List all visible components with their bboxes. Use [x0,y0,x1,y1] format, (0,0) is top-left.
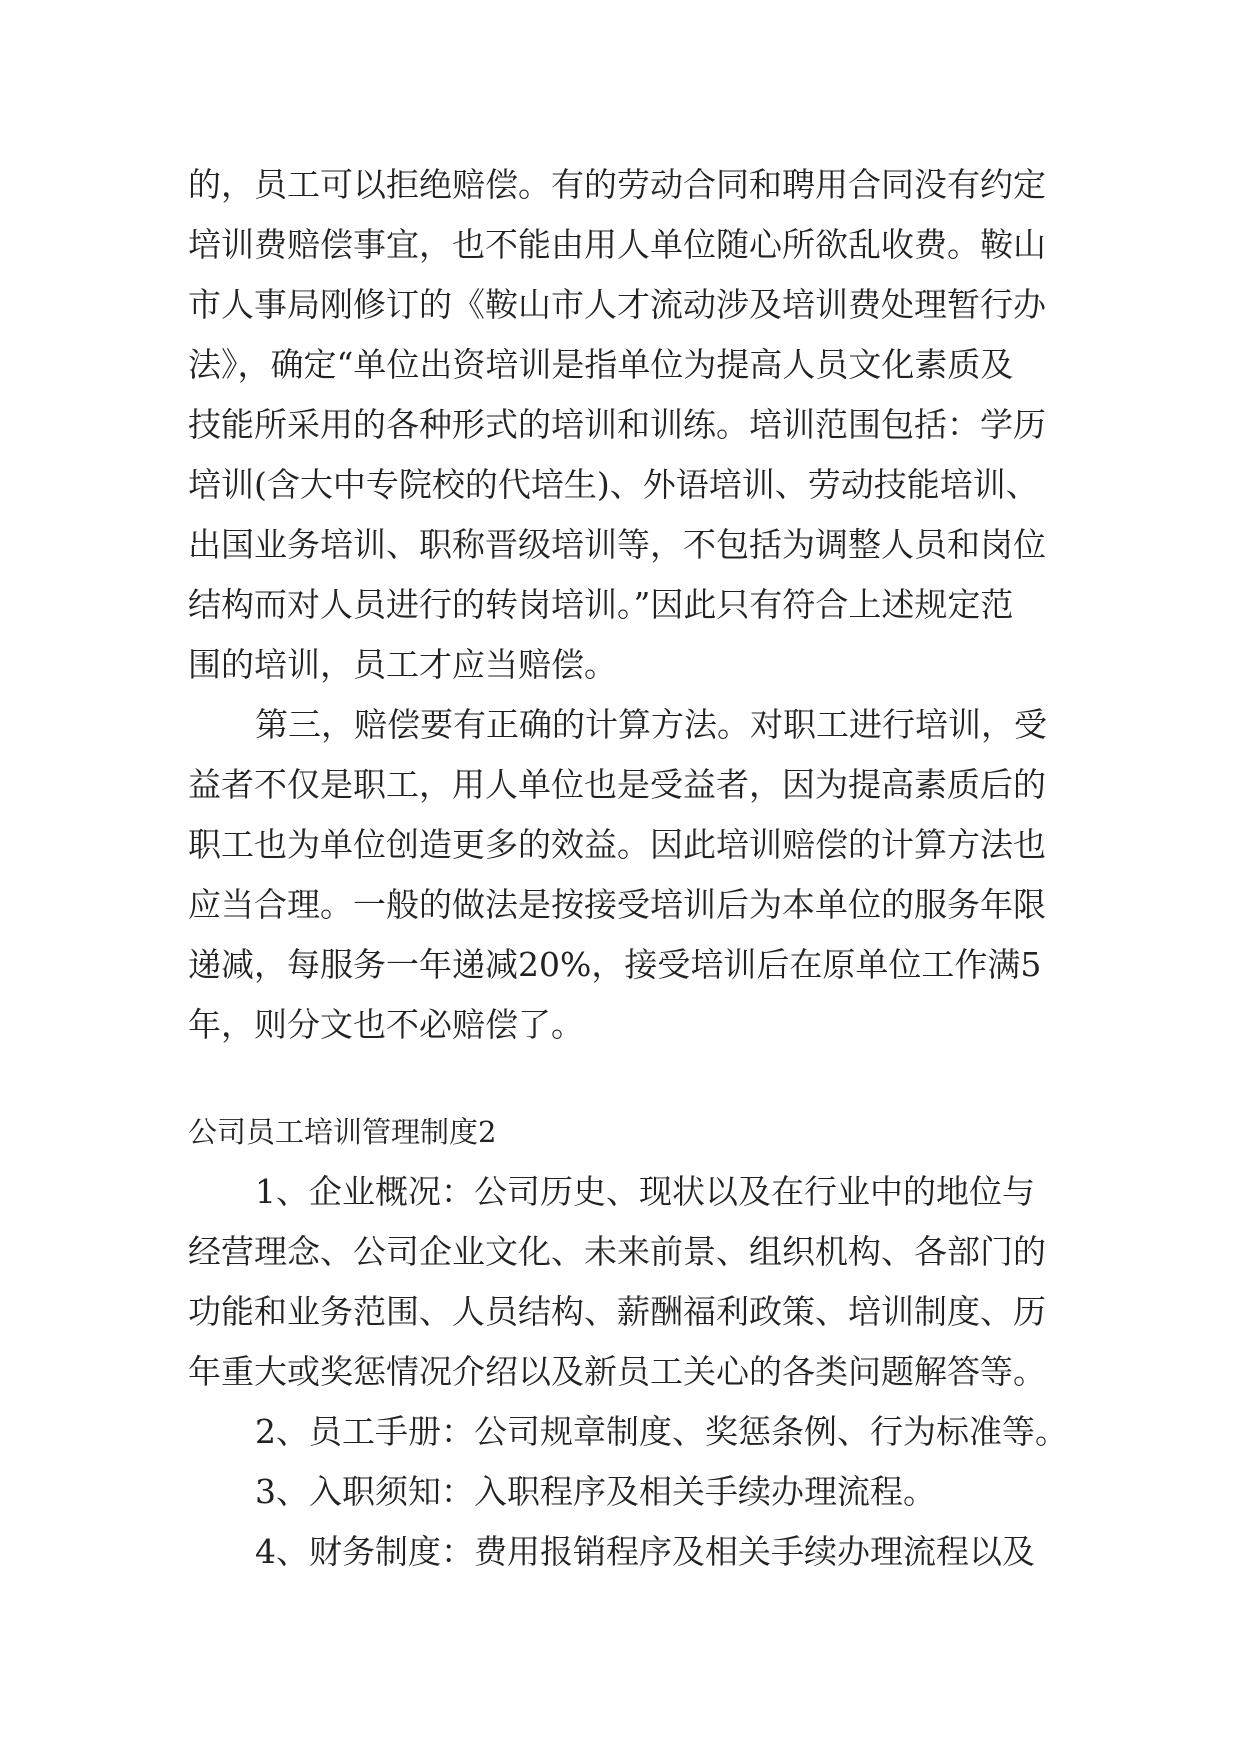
paragraph-line: 围的培训，员工才应当赔偿。 [188,645,617,684]
paragraph-line: 市人事局刚修订的《鞍山市人才流动涉及培训费处理暂行办 [188,285,1046,324]
paragraph-line: 经营理念、公司企业文化、未来前景、组织机构、各部门的 [188,1232,1046,1271]
paragraph-line: 第三，赔偿要有正确的计算方法。对职工进行培训，受 [255,705,1047,744]
paragraph-line: 职工也为单位创造更多的效益。因此培训赔偿的计算方法也 [188,825,1046,864]
paragraph-line: 3、入职须知：入职程序及相关手续办理流程。 [255,1472,936,1511]
paragraph-line: 年，则分文也不必赔偿了。 [188,1005,584,1044]
paragraph-line: 2、员工手册：公司规章制度、奖惩条例、行为标准等。 [255,1412,1068,1451]
paragraph-line: 培训费赔偿事宜，也不能由用人单位随心所欲乱收费。鞍山 [188,225,1046,264]
paragraph-line: 技能所采用的各种形式的培训和训练。培训范围包括：学历 [188,405,1046,444]
paragraph-line: 的，员工可以拒绝赔偿。有的劳动合同和聘用合同没有约定 [188,165,1046,204]
paragraph-line: 递减，每服务一年递减20%，接受培训后在原单位工作满5 [188,945,1042,984]
paragraph-line: 1、企业概况：公司历史、现状以及在行业中的地位与 [255,1172,1035,1211]
paragraph-line: 出国业务培训、职称晋级培训等，不包括为调整人员和岗位 [188,525,1046,564]
paragraph-line: 应当合理。一般的做法是按接受培训后为本单位的服务年限 [188,885,1046,924]
section-title: 公司员工培训管理制度2 [188,1115,497,1149]
paragraph-line: 益者不仅是职工，用人单位也是受益者，因为提高素质后的 [188,765,1046,804]
paragraph-line: 法》，确定“单位出资培训是指单位为提高人员文化素质及 [188,345,1014,384]
paragraph-line: 结构而对人员进行的转岗培训。”因此只有符合上述规定范 [188,585,1014,624]
paragraph-line: 功能和业务范围、人员结构、薪酬福利政策、培训制度、历 [188,1292,1046,1331]
paragraph-line: 培训(含大中专院校的代培生)、外语培训、劳动技能培训、 [188,465,1039,504]
paragraph-line: 4、财务制度：费用报销程序及相关手续办理流程以及 [255,1532,1035,1571]
paragraph-line: 年重大或奖惩情况介绍以及新员工关心的各类问题解答等。 [188,1352,1046,1391]
